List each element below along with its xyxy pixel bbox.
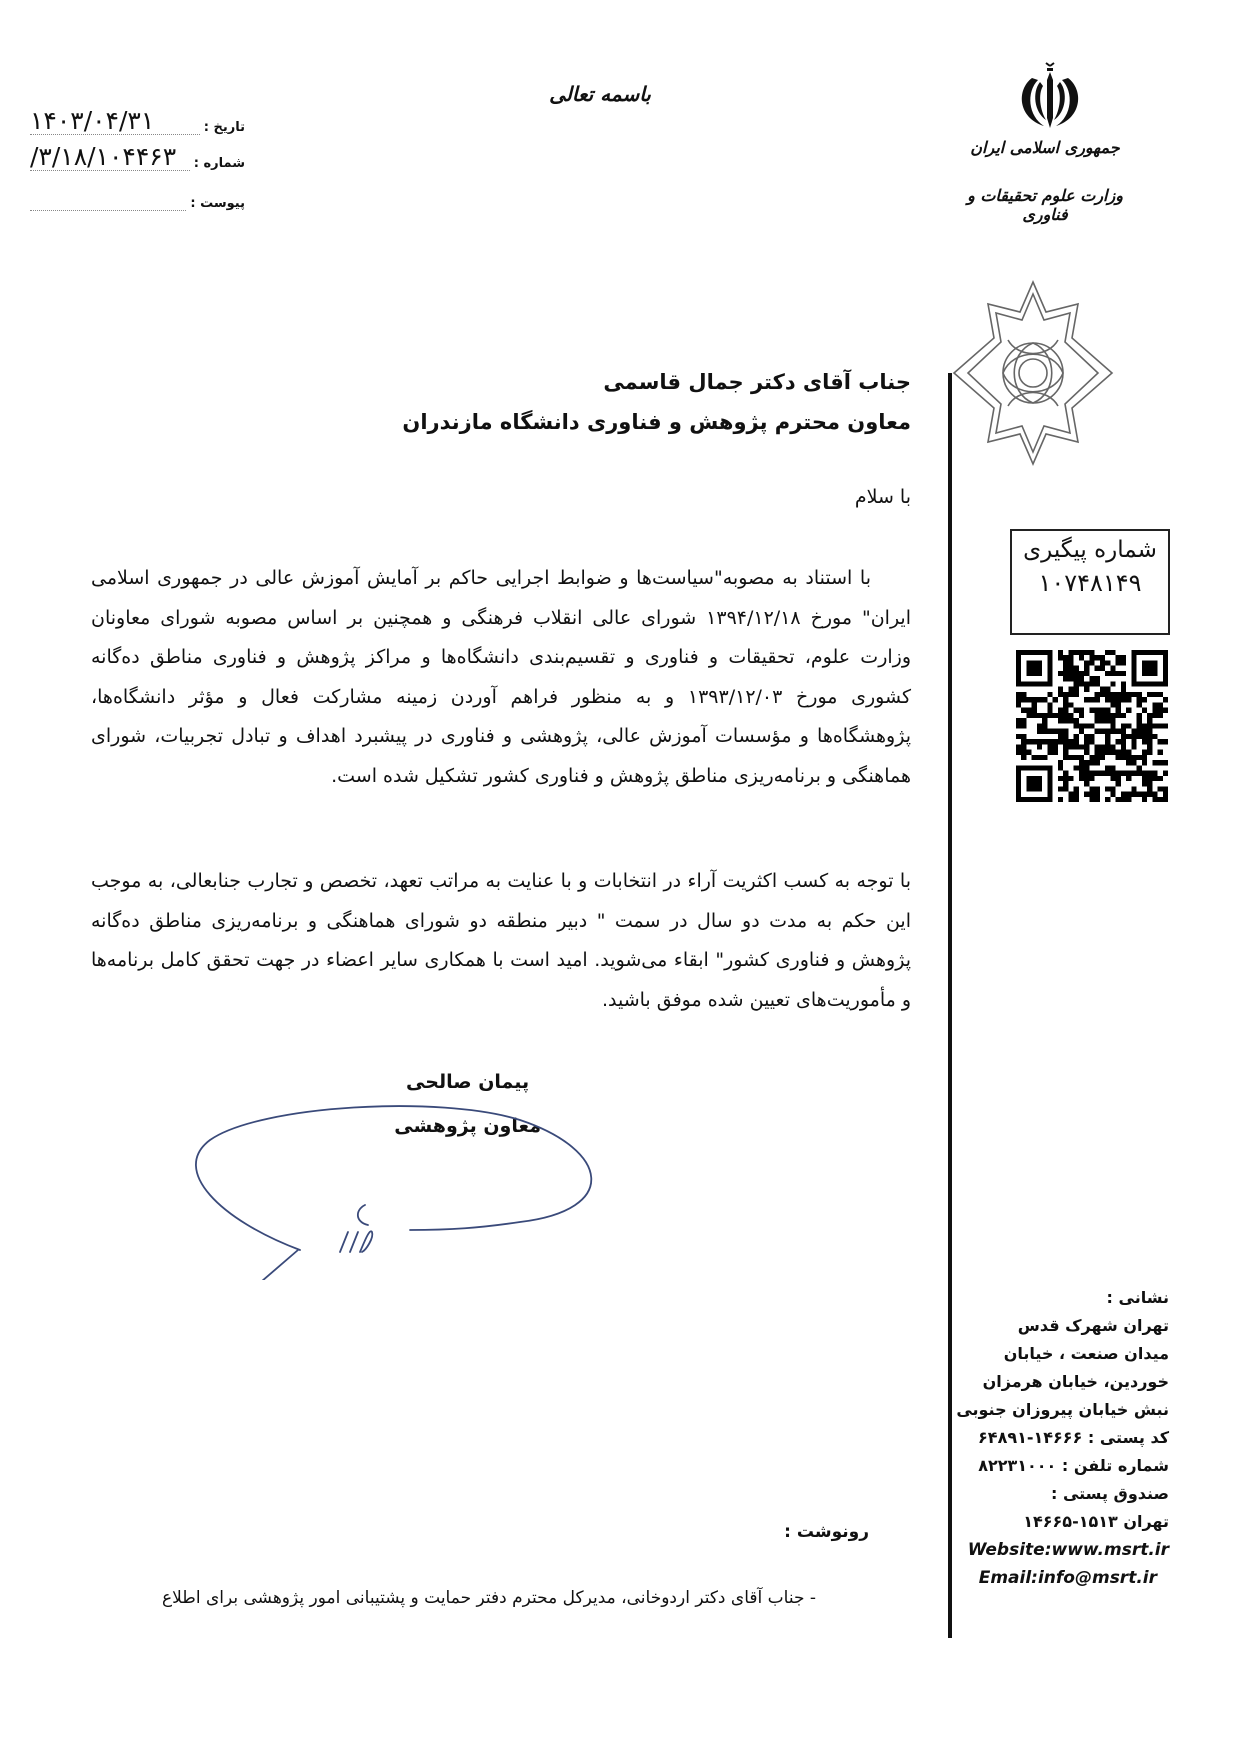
date-row — [30, 108, 245, 135]
body-paragraph-2: با توجه به کسب اکثریت آراء در انتخابات و با عنایت به مراتب تعهد، تخصص و تجارب جنابعالی، به موجب این حکم به مدت دو سال در سمت " دبیر منطقه دو شورای هماهنگی و برنامه‌ریزی مناطق ده‌گانه پژوهش و فناوری کشور" ابقاء می‌شوید. امید است با همکاری سایر اعضاء در جهت تحقق کامل برنامه‌ها و مأموریت‌های تعیین شده موفق باشید. — [91, 870, 911, 1011]
contact-block — [909, 1284, 1169, 1592]
po-box-label: صندوق پستی : — [1050, 1484, 1169, 1503]
islamic-star-ornament-icon — [948, 278, 1118, 468]
ministry-name: وزارت علوم تحقیقات و فناوری — [967, 186, 1123, 224]
postal-code: کد پستی : ۱۴۶۶۶-۶۴۸۹۱ — [978, 1428, 1169, 1447]
date-label: تاریخ : — [203, 120, 245, 135]
date-value: ۱۴۰۳/۰۴/۳۱ — [30, 108, 200, 135]
number-label: شماره : — [193, 156, 245, 171]
iran-emblem-icon — [1010, 60, 1090, 140]
address-line: میدان صنعت ، خیابان — [1003, 1344, 1169, 1363]
body-paragraph-1: با استناد به مصوبه"سیاست‌ها و ضوابط اجرایی حاکم بر آمایش آموزش عالی در جمهوری اسلامی ایران" مورخ ۱۳۹۴/۱۲/۱۸ شورای عالی انقلاب فرهنگی و همچنین بر اساس مصوبه شورای معاونان وزارت علوم، تحقیقات و فناوری و تقسیم‌بندی دانشگاه‌ها و مراکز پژوهش و فناوری مناطق ده‌گانه کشوری مورخ ۱۳۹۳/۱۲/۰۳ و به منظور فراهم آوردن زمینه مشارکت فعال و مؤثر دانشگاه‌ها، پژوهشگاه‌ها و مؤسسات آموزش عالی، پژوهشی و فناوری در پیشبرد اهداف و تبادل تجربیات، شورای هماهنگی و برنامه‌ریزی مناطق پژوهش و فناوری کشور تشکیل شده است. — [91, 567, 911, 787]
website-link[interactable]: Website:www.msrt.ir — [967, 1540, 1169, 1560]
republic-name: جمهوری اسلامی ایران — [970, 138, 1120, 157]
number-value: /۳/۱۸/۱۰۴۴۶۳ — [30, 144, 190, 171]
address-line: تهران شهرک قدس — [1017, 1316, 1169, 1335]
addressee-title: معاون محترم پژوهش و فناوری دانشگاه مازندران — [402, 410, 911, 434]
attachment-row — [30, 196, 245, 211]
addressee-name: جناب آقای دکتر جمال قاسمی — [603, 370, 911, 394]
address-label: نشانی : — [1106, 1288, 1169, 1307]
address-line: خوردین، خیابان هرمزان — [982, 1372, 1169, 1391]
cc-item: - جناب آقای دکتر اردوخانی، مدیرکل محترم دفتر حمایت و پشتیبانی امور پژوهشی برای اطلاع — [162, 1588, 816, 1608]
signer-title: معاون پژوهشی — [394, 1115, 541, 1137]
addressee-block — [211, 362, 911, 442]
tracking-label: شماره پیگیری — [1023, 537, 1157, 563]
qr-code-icon[interactable] — [1016, 650, 1168, 802]
invocation: باسمه تعالی — [549, 82, 651, 106]
email-link[interactable]: Email:info@msrt.ir — [978, 1568, 1157, 1588]
attachment-label: پیوست : — [190, 196, 245, 211]
greeting: با سلام — [854, 486, 911, 508]
address-line: نبش خیابان پیروزان جنوبی — [956, 1400, 1169, 1419]
signature-scribble-icon — [180, 1100, 600, 1280]
phone-number: شماره تلفن : ۸۲۲۳۱۰۰۰ — [978, 1456, 1169, 1475]
number-row — [30, 144, 245, 171]
signer-name: پیمان صالحی — [406, 1071, 530, 1093]
attachment-value — [30, 209, 186, 211]
tracking-number: ۱۰۷۴۸۱۴۹ — [1038, 569, 1142, 597]
tracking-box — [1010, 529, 1170, 635]
cc-label: رونوشت : — [784, 1522, 869, 1542]
po-box: تهران ۱۵۱۳-۱۴۶۶۵ — [1023, 1512, 1169, 1531]
